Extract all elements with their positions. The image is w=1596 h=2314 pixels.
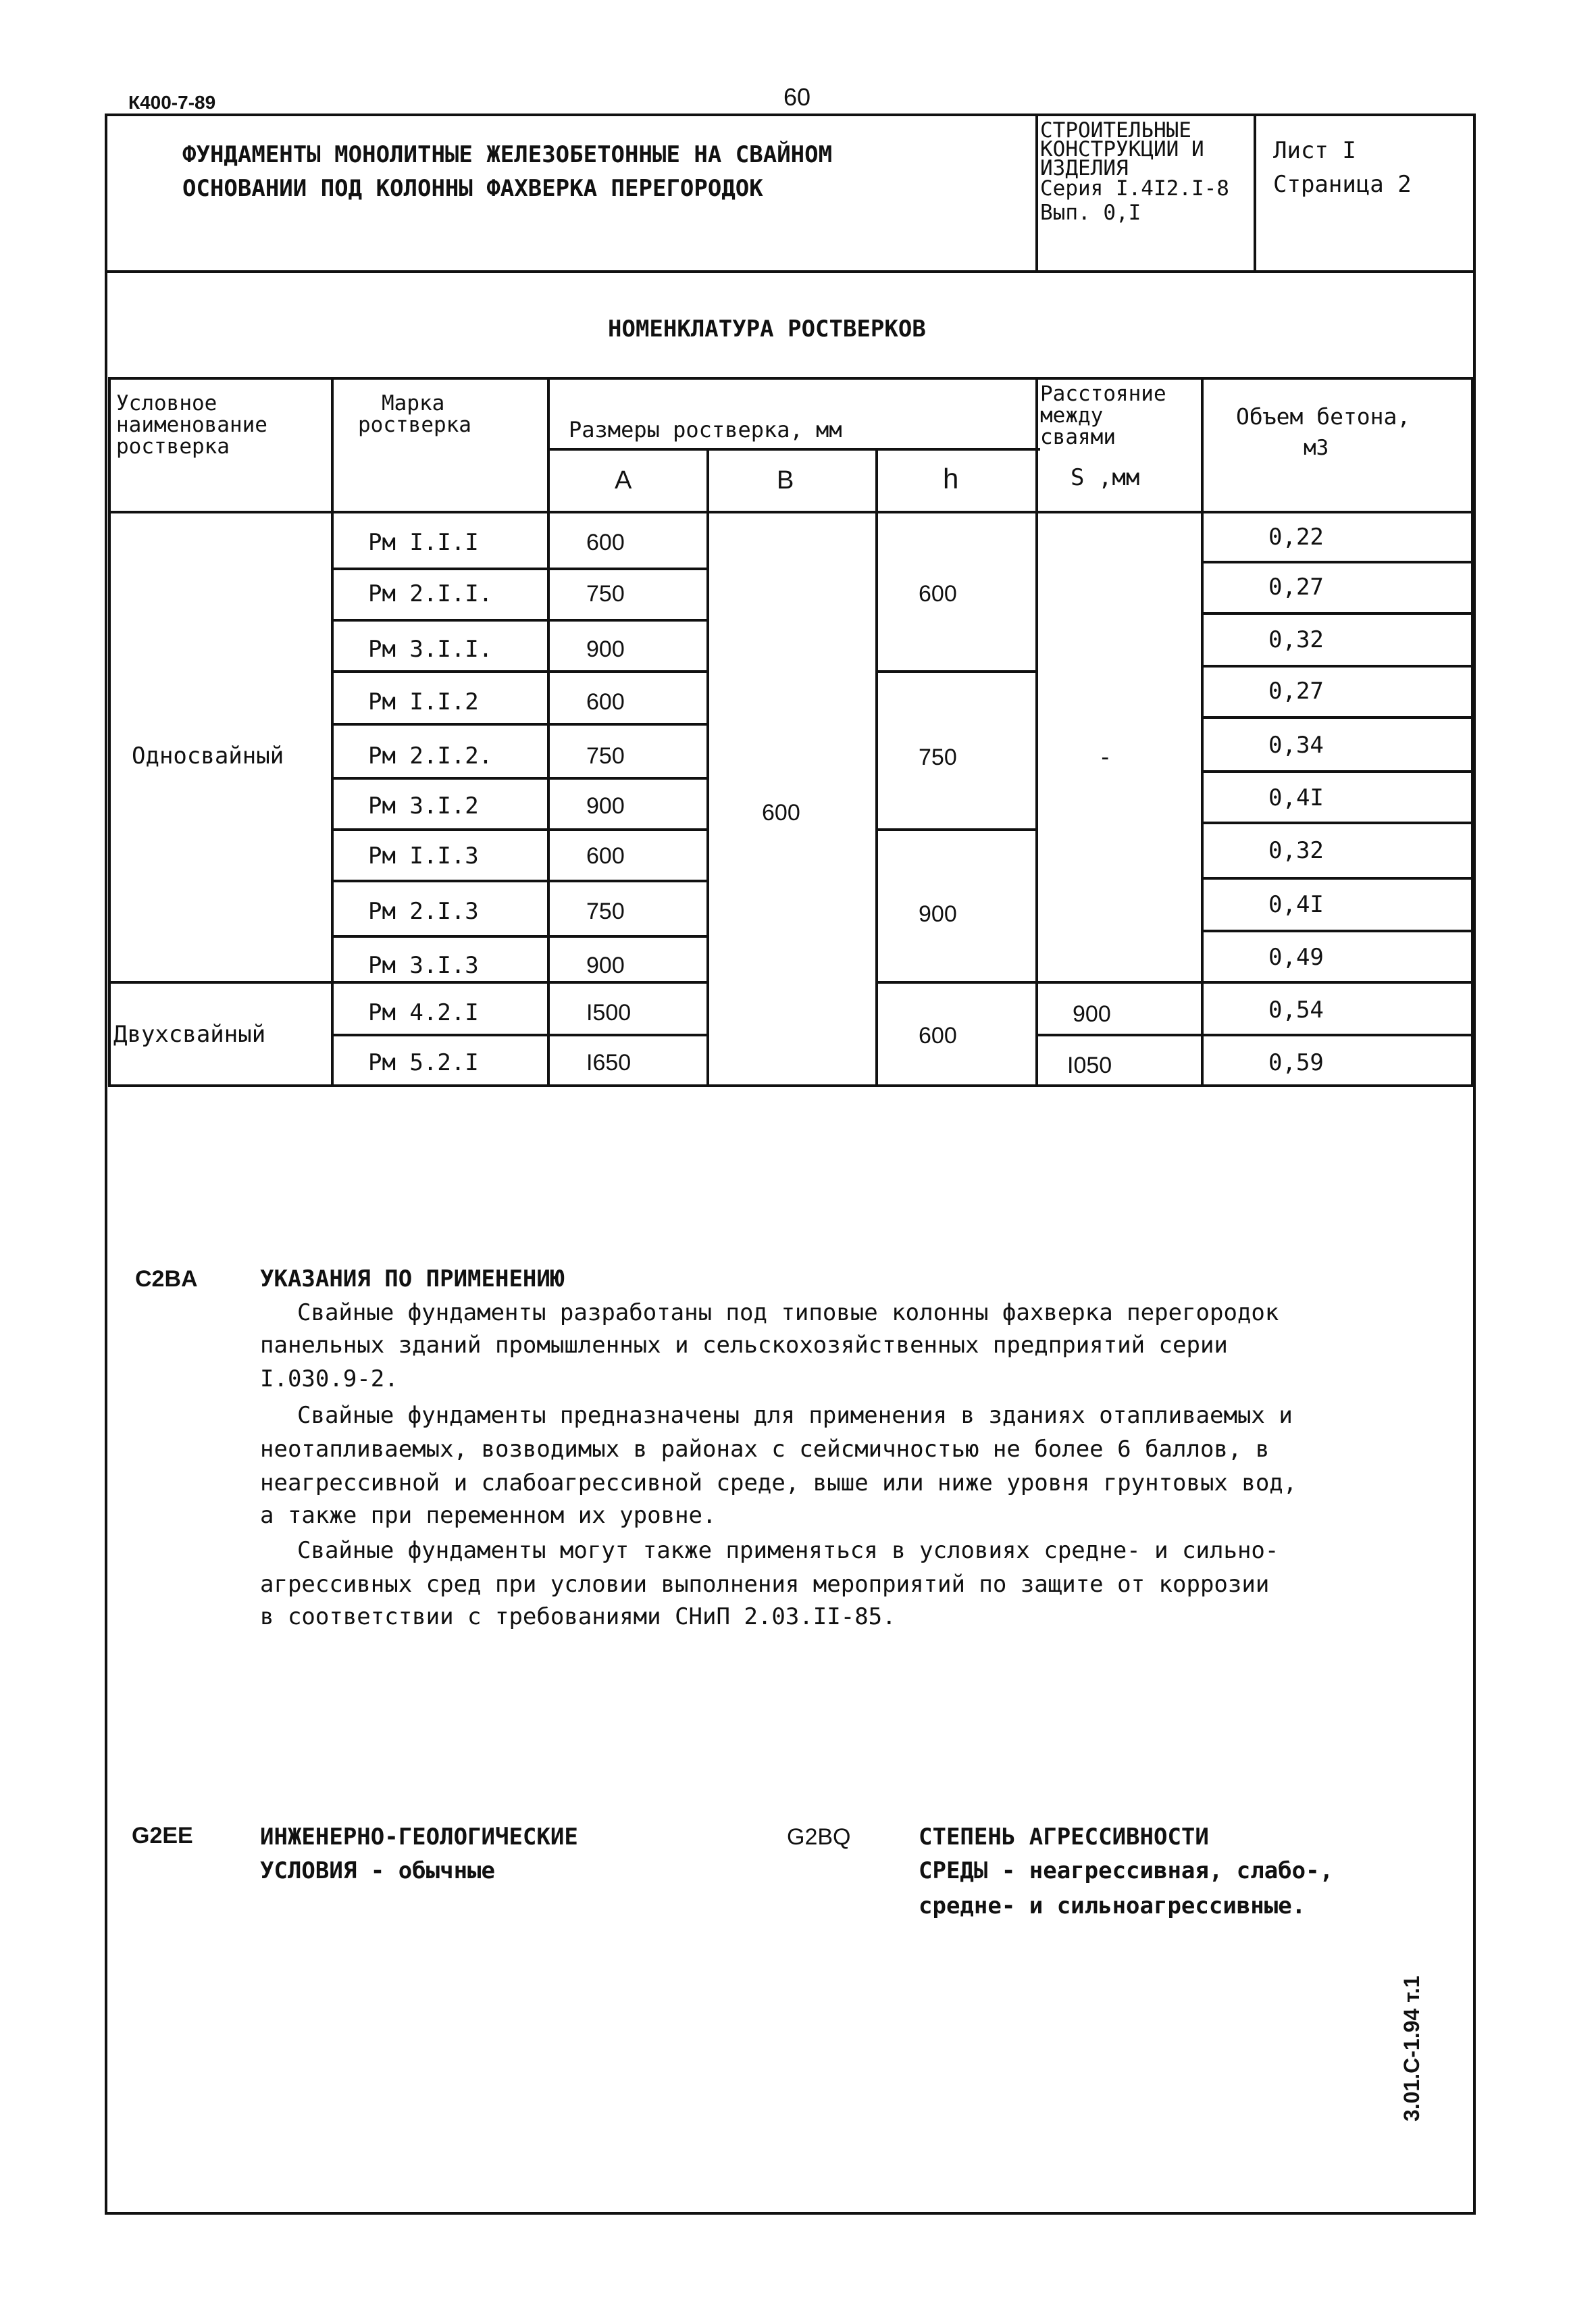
cell-a: 900 [586,953,625,978]
series-line-1: СТРОИТЕЛЬНЫЕ [1040,118,1191,143]
row-line [331,777,706,780]
volume-row-line [1201,561,1474,563]
cell-volume: 0,27 [1268,574,1324,601]
cell-s: I050 [1067,1053,1112,1078]
aggressiveness-line-2: СРЕДЫ - неагрессивная, слабо-, [919,1857,1334,1884]
row-line [331,670,706,673]
page-number: 60 [783,83,811,111]
instructions-line: Свайные фундаменты предназначены для применения в зданиях отапливаемых и [297,1402,1293,1429]
series-line-3: ИЗДЕЛИЯ [1040,156,1129,180]
instructions-code: C2BA [135,1266,198,1292]
cell-mark: Рм 3.I.I. [368,636,493,663]
cell-mark: Рм 2.I.I. [368,580,493,607]
header-distance-3: сваями [1040,425,1116,449]
header-bottom-line [108,511,1474,513]
cell-mark: Рм 2.I.2. [368,743,493,770]
cell-a: 600 [586,843,625,869]
header-name-3: ростверка [116,434,230,459]
b-value: 600 [762,800,800,826]
h-value-3: 900 [919,901,957,927]
geology-line-2: УСЛОВИЯ - обычные [260,1857,495,1884]
group-single: Односвайный [132,743,284,770]
col-line [875,448,878,1086]
frame-bottom-line [105,2212,1476,2215]
row-line [331,880,706,882]
aggressiveness-line-1: СТЕПЕНЬ АГРЕССИВНОСТИ [919,1823,1209,1851]
title-block-bottom-line [105,270,1476,273]
col-line [706,448,709,1086]
col-line [108,377,111,1086]
subheader-line [547,448,1040,451]
volume-row-line [1201,930,1474,932]
header-distance-1: Расстояние [1040,382,1166,406]
page-label: Страница 2 [1273,171,1412,198]
geology-code: G2EE [132,1823,193,1848]
cell-a: 600 [586,530,625,555]
cell-volume: 0,54 [1268,997,1324,1024]
cell-a: 750 [586,899,625,924]
table-title: НОМЕНКЛАТУРА РОСТВЕРКОВ [608,316,926,343]
row-line [331,723,706,726]
sheet-label: Лист I [1273,137,1356,164]
header-s: S ,мм [1071,464,1140,491]
instructions-line: Свайные фундаменты могут также применяться в условиях средне- и сильно- [297,1537,1279,1564]
header-b: B [777,466,794,495]
h-group-line [877,981,1037,984]
col-line [1471,377,1474,1086]
volume-row-line [1201,770,1474,773]
instructions-line: неотапливаемых, возводимых в районах с сейсмичностью не более 6 баллов, в [260,1436,1270,1463]
instructions-line: I.030.9-2. [260,1365,398,1392]
series-line-2: КОНСТРУКЦИИ И [1040,137,1204,161]
cell-volume: 0,4I [1268,784,1324,811]
volume-row-line [1201,877,1474,880]
cell-volume: 0,32 [1268,837,1324,864]
header-volume-1: Объем бетона, [1236,403,1411,430]
header-mark-2: ростверка [358,413,471,437]
h-value-2: 750 [919,745,957,770]
cell-mark: Рм I.I.I [368,529,479,556]
col-line [547,377,550,1086]
title-line-2: ОСНОВАНИИ ПОД КОЛОННЫ ФАХВЕРКА ПЕРЕГОРОДОК [182,175,763,202]
cell-s: 900 [1073,1001,1111,1027]
side-stamp: 3.01.С-1.94 т.1 [1399,1976,1424,2121]
h-group-line [877,670,1037,673]
cell-a: 750 [586,581,625,607]
cell-a: I500 [586,1000,632,1026]
title-divider-2 [1254,114,1256,272]
instructions-line: а также при переменном их уровне. [260,1502,717,1529]
geology-line-1: ИНЖЕНЕРНО-ГЕОЛОГИЧЕСКИЕ [260,1823,578,1851]
aggressiveness-code: G2BQ [787,1824,851,1850]
row-line [331,981,706,984]
cell-mark: Рм 3.I.2 [368,793,479,820]
cell-mark: Рм I.I.2 [368,688,479,715]
instructions-line: Свайные фундаменты разработаны под типовые колонны фахверка перегородок [297,1299,1279,1326]
cell-volume: 0,4I [1268,891,1324,918]
header-a: A [615,466,632,495]
cell-mark: Рм 5.2.I [368,1049,479,1076]
instructions-line: агрессивных сред при условии выполнения мероприятий по защите от коррозии [260,1571,1270,1598]
h-value-4: 600 [919,1023,957,1049]
cell-a: 600 [586,689,625,715]
cell-volume: 0,59 [1268,1049,1324,1076]
col-line [1201,377,1204,1086]
header-h: h [943,463,959,495]
cell-volume: 0,32 [1268,626,1324,653]
header-mark-1: Марка [382,391,445,416]
cell-mark: Рм 4.2.I [368,999,479,1026]
instructions-line: неагрессивной и слабоагрессивной среде, выше или ниже уровня грунтовых вод, [260,1469,1297,1496]
row-line [331,935,706,938]
cell-a: 900 [586,636,625,662]
frame-left-line [105,114,107,2215]
table-top-line [108,377,1474,380]
col-line [1035,377,1038,1086]
row-line [331,1034,706,1036]
s-single-value: - [1098,744,1112,771]
cell-volume: 0,49 [1268,944,1324,971]
cell-a: I650 [586,1050,632,1076]
s-group-line [1035,981,1203,984]
series-line-4: Серия I.4I2.I-8 [1040,176,1229,201]
cell-a: 750 [586,743,625,769]
cell-mark: Рм 2.I.3 [368,898,479,925]
volume-row-line [1201,822,1474,824]
volume-row-line [1201,665,1474,668]
col-line [331,377,334,1086]
volume-row-line [1201,981,1474,984]
frame-top-line [105,114,1476,116]
group-double: Двухсвайный [113,1021,266,1048]
instructions-heading: УКАЗАНИЯ ПО ПРИМЕНЕНИЮ [260,1265,565,1292]
header-distance-2: между [1040,403,1104,428]
header-volume-2: м3 [1304,436,1329,460]
row-line [331,828,706,831]
header-name-1: Условное [116,391,217,416]
header-sizes: Размеры ростверка, мм [569,417,842,443]
volume-row-line [1201,612,1474,615]
cell-volume: 0,27 [1268,678,1324,705]
document-code: К400-7-89 [128,92,216,113]
cell-mark: Рм 3.I.3 [368,952,479,979]
series-line-5: Вып. 0,I [1040,201,1141,225]
table-bottom-line [108,1084,1474,1087]
header-name-2: наименование [116,413,267,437]
h-group-line [877,828,1037,831]
instructions-line: в соответствии с требованиями СНиП 2.03.II-85. [260,1603,896,1630]
title-divider-1 [1035,114,1038,272]
s-row-line [1035,1034,1203,1036]
row-line [331,568,706,570]
cell-volume: 0,22 [1268,524,1324,551]
row-line [331,619,706,622]
cell-volume: 0,34 [1268,732,1324,759]
group-separator-line [108,981,332,984]
title-line-1: ФУНДАМЕНТЫ МОНОЛИТНЫЕ ЖЕЛЕЗОБЕТОННЫЕ НА СВАЙНОМ [182,141,833,168]
aggressiveness-line-3: средне- и сильноагрессивные. [919,1892,1306,1919]
cell-a: 900 [586,793,625,819]
cell-mark: Рм I.I.3 [368,842,479,870]
volume-row-line [1201,1034,1474,1036]
h-value-1: 600 [919,581,957,607]
volume-row-line [1201,716,1474,719]
instructions-line: панельных зданий промышленных и сельскохозяйственных предприятий серии [260,1332,1228,1359]
